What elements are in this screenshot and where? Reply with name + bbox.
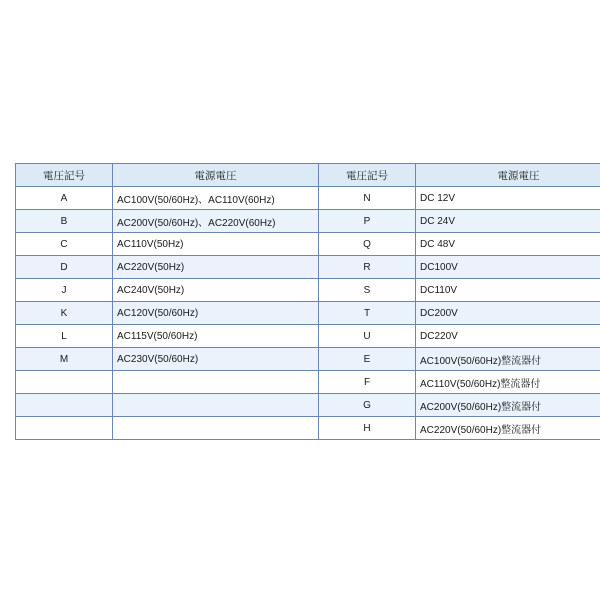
cell-voltage-left: AC120V(50/60Hz) bbox=[113, 302, 319, 325]
cell-code-right: H bbox=[319, 417, 416, 440]
cell-code-right: N bbox=[319, 187, 416, 210]
table-row bbox=[16, 210, 600, 233]
table-row bbox=[16, 302, 600, 325]
cell-code-left: J bbox=[16, 279, 113, 302]
cell-code-left: C bbox=[16, 233, 113, 256]
cell-code-right: U bbox=[319, 325, 416, 348]
cell-voltage-left bbox=[113, 371, 319, 394]
cell-code-left: L bbox=[16, 325, 113, 348]
cell-code-left: K bbox=[16, 302, 113, 325]
cell-voltage-left: AC115V(50/60Hz) bbox=[113, 325, 319, 348]
table-row bbox=[16, 417, 600, 440]
column-header-code-right: 電圧記号 bbox=[319, 164, 416, 187]
cell-code-left bbox=[16, 417, 113, 440]
cell-voltage-right: DC200V bbox=[416, 302, 600, 325]
cell-voltage-right: DC 48V bbox=[416, 233, 600, 256]
cell-voltage-right: AC200V(50/60Hz)整流器付 bbox=[416, 394, 600, 417]
cell-code-right: G bbox=[319, 394, 416, 417]
voltage-code-table-container bbox=[15, 163, 585, 440]
cell-voltage-right: DC100V bbox=[416, 256, 600, 279]
cell-voltage-right: AC100V(50/60Hz)整流器付 bbox=[416, 348, 600, 371]
cell-voltage-left bbox=[113, 417, 319, 440]
cell-voltage-right: DC110V bbox=[416, 279, 600, 302]
table-row bbox=[16, 325, 600, 348]
column-header-voltage-right: 電源電圧 bbox=[416, 164, 600, 187]
cell-voltage-left: AC230V(50/60Hz) bbox=[113, 348, 319, 371]
table-row bbox=[16, 256, 600, 279]
cell-code-left: B bbox=[16, 210, 113, 233]
table-row bbox=[16, 371, 600, 394]
table-row bbox=[16, 187, 600, 210]
table-header-row bbox=[16, 164, 600, 187]
cell-code-left: D bbox=[16, 256, 113, 279]
table-row bbox=[16, 394, 600, 417]
table-row bbox=[16, 279, 600, 302]
cell-code-right: R bbox=[319, 256, 416, 279]
cell-voltage-right: DC 24V bbox=[416, 210, 600, 233]
cell-code-right: P bbox=[319, 210, 416, 233]
cell-code-left bbox=[16, 394, 113, 417]
cell-code-right: Q bbox=[319, 233, 416, 256]
cell-voltage-right: DC 12V bbox=[416, 187, 600, 210]
cell-code-right: E bbox=[319, 348, 416, 371]
cell-voltage-left bbox=[113, 394, 319, 417]
cell-code-left: A bbox=[16, 187, 113, 210]
table-body bbox=[16, 187, 600, 440]
table-row bbox=[16, 233, 600, 256]
column-header-code-left: 電圧記号 bbox=[16, 164, 113, 187]
cell-voltage-left: AC240V(50Hz) bbox=[113, 279, 319, 302]
cell-voltage-right: AC110V(50/60Hz)整流器付 bbox=[416, 371, 600, 394]
cell-code-left bbox=[16, 371, 113, 394]
cell-code-right: S bbox=[319, 279, 416, 302]
cell-voltage-right: AC220V(50/60Hz)整流器付 bbox=[416, 417, 600, 440]
cell-code-right: F bbox=[319, 371, 416, 394]
cell-voltage-left: AC220V(50Hz) bbox=[113, 256, 319, 279]
table-header bbox=[16, 164, 600, 187]
cell-voltage-left: AC200V(50/60Hz)、AC220V(60Hz) bbox=[113, 210, 319, 233]
table-row bbox=[16, 348, 600, 371]
cell-code-left: M bbox=[16, 348, 113, 371]
voltage-code-table bbox=[15, 163, 600, 440]
cell-voltage-left: AC100V(50/60Hz)、AC110V(60Hz) bbox=[113, 187, 319, 210]
cell-code-right: T bbox=[319, 302, 416, 325]
cell-voltage-right: DC220V bbox=[416, 325, 600, 348]
column-header-voltage-left: 電源電圧 bbox=[113, 164, 319, 187]
cell-voltage-left: AC110V(50Hz) bbox=[113, 233, 319, 256]
